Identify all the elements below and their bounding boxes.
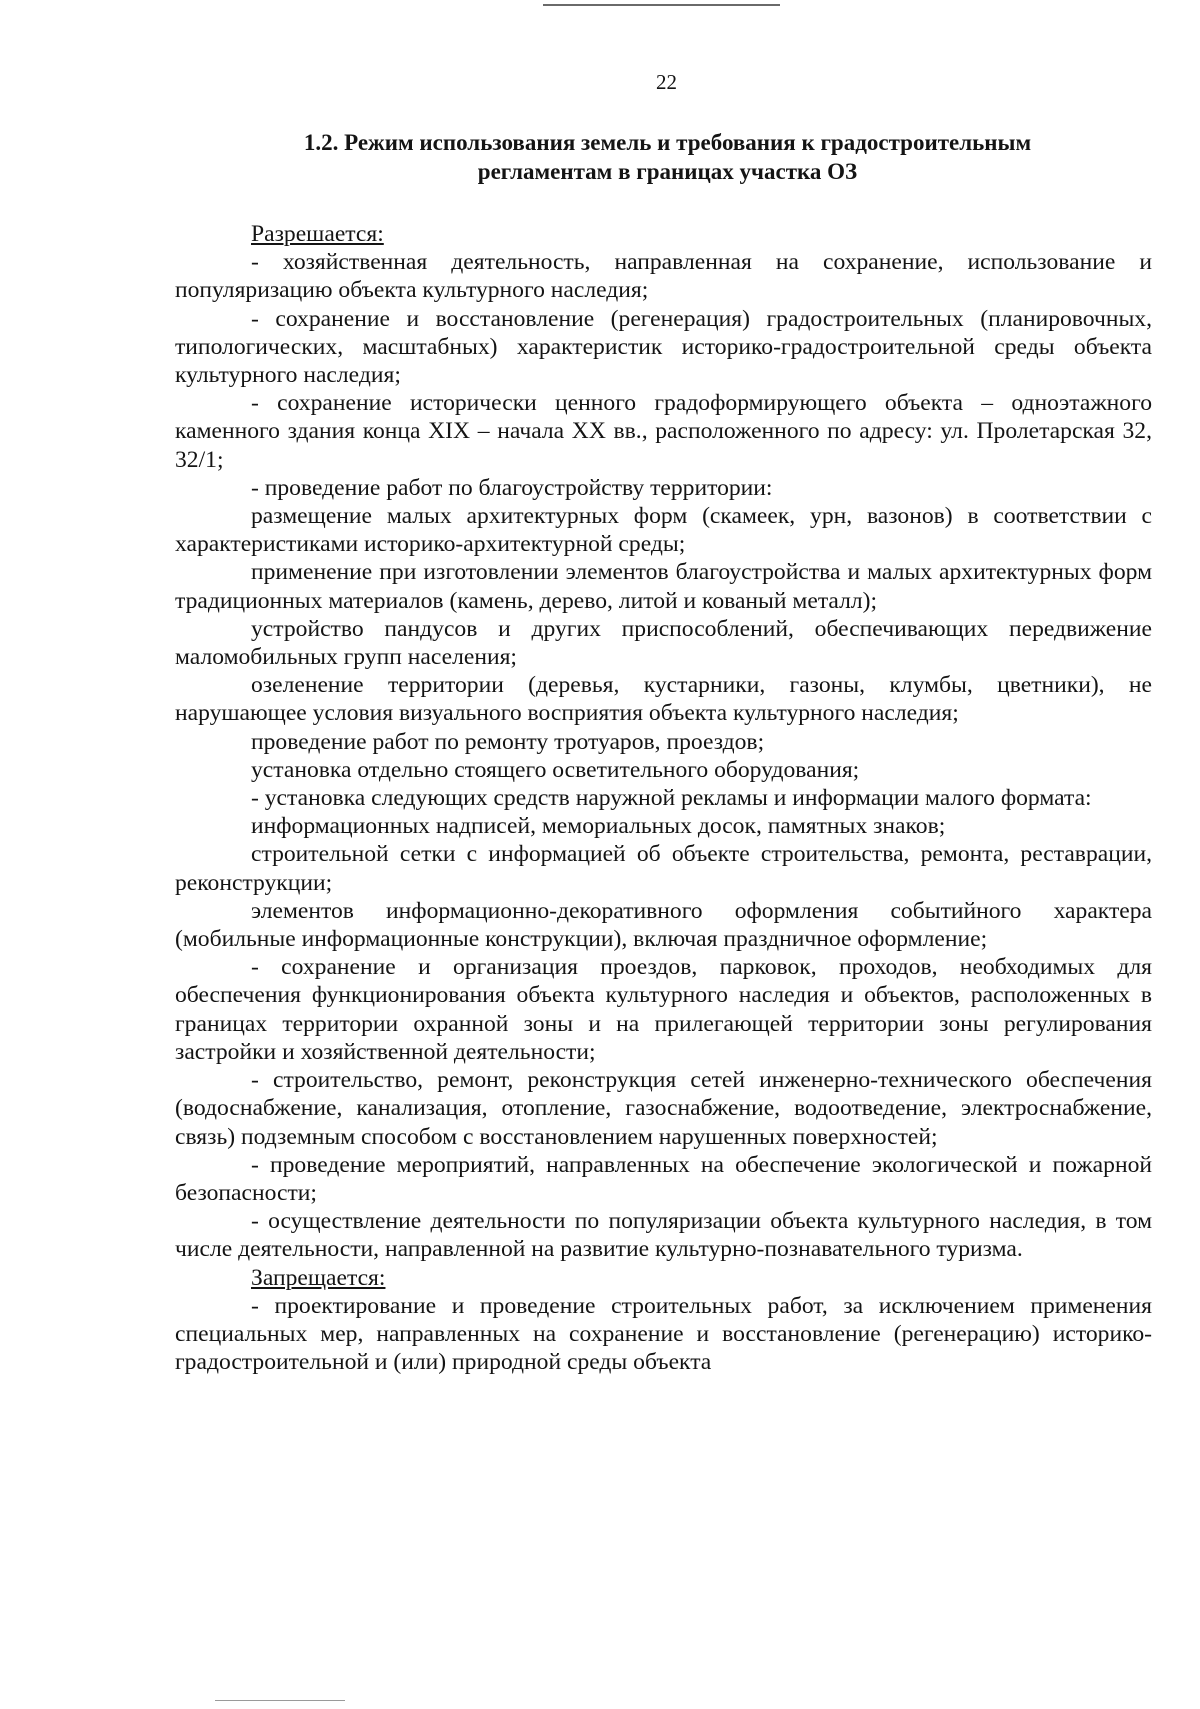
section-title-line-1: 1.2. Режим использования земель и требования к градостроительным — [303, 130, 1032, 155]
allowed-item: озеленение территории (деревья, кустарники, газоны, клумбы, цветники), не нарушающее условия визуального восприятия объекта культурного наследия; — [175, 672, 1152, 727]
allowed-item: информационных надписей, мемориальных досок, памятных знаков; — [251, 813, 946, 840]
allowed-item: элементов информационно-декоративного оформления событийного характера (мобильные информационные конструкции), включая праздничное оформление; — [175, 897, 1152, 953]
allowed-heading: Разрешается: — [251, 221, 384, 247]
allowed-item: проведение работ по ремонту тротуаров, проездов; — [251, 728, 765, 755]
allowed-item: размещение малых архитектурных форм (скамеек, урн, вазонов) в соответствии с характеристиками историко-архитектурной среды; — [175, 503, 1152, 558]
allowed-item: устройство пандусов и других приспособлений, обеспечивающих передвижение маломобильных групп населения; — [175, 615, 1152, 671]
section-title-line-2: регламентам в границах участка ОЗ — [477, 159, 858, 184]
forbidden-item: - проектирование и проведение строительных работ, за исключением применения специальных мер, направленных на сохранение и восстановление (регенерацию) историко-градостроительной и (или) природной среды объекта — [175, 1292, 1152, 1376]
scan-artifact-top-line — [543, 4, 780, 6]
document-body — [175, 220, 1152, 1376]
allowed-item: - проведение работ по благоустройству территории: — [251, 474, 773, 501]
section-title — [175, 128, 1160, 186]
scan-artifact-bottom-line — [215, 1700, 345, 1701]
allowed-item: применение при изготовлении элементов благоустройства и малых архитектурных форм традиционных материалов (камень, дерево, литой и кованый металл); — [175, 559, 1152, 614]
allowed-item: - строительство, ремонт, реконструкция сетей инженерно-технического обеспечения (водоснабжение, канализация, отопление, газоснабжение, водоотведение, электроснабжение, связь) подземным способом с восстановлением нарушенных поверхностей; — [175, 1067, 1152, 1150]
allowed-item: строительной сетки с информацией об объекте строительства, ремонта, реставрации, реконструкции; — [175, 841, 1152, 896]
allowed-item: - установка следующих средств наружной рекламы и информации малого формата: — [251, 785, 1092, 812]
allowed-item: - хозяйственная деятельность, направленная на сохранение, использование и популяризацию объекта культурного наследия; — [175, 249, 1152, 304]
forbidden-heading: Запрещается: — [251, 1264, 386, 1291]
allowed-item: - проведение мероприятий, направленных на обеспечение экологической и пожарной безопасности; — [175, 1151, 1152, 1206]
allowed-item: - сохранение исторически ценного градоформирующего объекта – одноэтажного каменного здания конца XIX – начала XX вв., расположенного по адресу: ул. Пролетарская 32, 32/1; — [175, 390, 1152, 473]
allowed-item: установка отдельно стоящего осветительного оборудования; — [251, 756, 860, 783]
allowed-item: - осуществление деятельности по популяризации объекта культурного наследия, в том числе деятельности, направленной на развитие культурно-познавательного туризма. — [175, 1208, 1152, 1263]
page-number: 22 — [656, 70, 677, 94]
allowed-item: - сохранение и восстановление (регенерация) градостроительных (планировочных, типологических, масштабных) характеристик историко-градостроительной среды объекта культурного наследия; — [175, 305, 1152, 389]
allowed-item: - сохранение и организация проездов, парковок, проходов, необходимых для обеспечения функционирования объекта культурного наследия и объектов, расположенных в границах территории охранной зоны и на прилегающей территории зоны регулирования застройки и хозяйственной деятельности; — [175, 954, 1152, 1065]
